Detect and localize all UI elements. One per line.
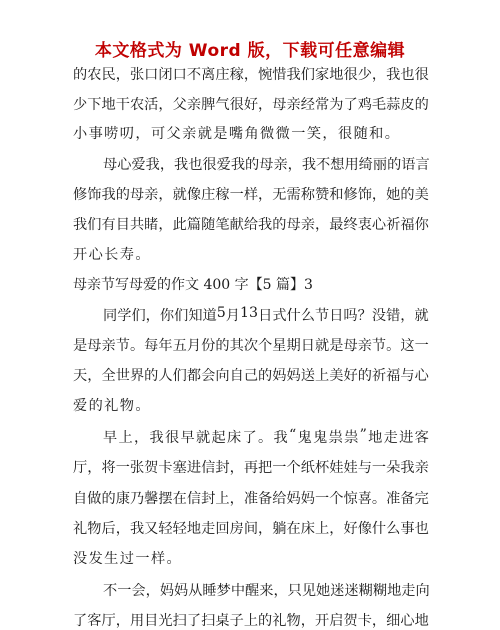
body-line: 礼 物 后 ， 我 又 轻 轻 地 走 回 房 间 ， 躺 在 床 上 ， 好 像 什 么 事 也 [73, 521, 429, 537]
body-line: 修 饰 我 的 母 亲 ， 就 像 庄 稼 一 样 ， 无 需 称 赞 和 修 饰 ， 她 的 美 [73, 187, 429, 203]
body-line: 小事唠叨，可父亲就是嘴角微微一笑，很随和。 [73, 126, 401, 142]
section-heading: 母亲节写母爱的作文 400 字【5 篇】3 [73, 277, 313, 293]
format-banner: 本文格式为 Word 版，下载可任意编辑 [94, 41, 406, 61]
body-line: 自 做 的 康 乃 馨 摆 在 信 封 上 ， 准 备 给 妈 妈 一 个 惊 喜 。 准 备 完 [73, 491, 429, 507]
body-line: 没发生过一样。 [73, 551, 183, 567]
body-line: 天 ， 全 世 界 的 人 们 都 会 向 自 己 的 妈 妈 送 上 美 好 的 祈 福 与 心 [73, 368, 429, 384]
body-line: 是 母 亲 节 。 每 年 五 月 份 的 其 次 个 星 期 日 就 是 母 亲 节 。 这 一 [73, 338, 429, 354]
body-line: 了 客 厅 ， 用 目 光 扫 了 扫 桌 子 上 的 礼 物 ， 开 启 贺 卡 ， 细 心 地 [73, 613, 429, 629]
body-line: 我 们 有 目 共 睹 ， 此 篇 随 笔 献 给 我 的 母 亲 ， 最 终 衷 心 祈 福 你 [73, 217, 429, 233]
body-line: 早 上 ， 我 很 早 就 起 床 了 。 我 “ 鬼 鬼 祟 祟 ” 地 走 进 客 [103, 427, 429, 446]
body-line: 同 学 们 ， 你 们 知 道 5 月 13 日 式 什 么 节 日 吗 ？ 没 错 ， 就 [103, 305, 429, 324]
body-line: 的 农 民 ， 张 口 闭 口 不 离 庄 稼 ， 惋 惜 我 们 家 地 很 少 ， 我 也 很 [73, 67, 429, 83]
body-line: 爱的礼物。 [73, 398, 151, 414]
body-line: 厅 ， 将 一 张 贺 卡 塞 进 信 封 ， 再 把 一 个 纸 杯 娃 娃 与 一 朵 我 亲 [73, 460, 429, 476]
body-line: 开心长寿。 [73, 247, 151, 263]
body-line: 母 心 爱 我 ， 我 也 很 爱 我 的 母 亲 ， 我 不 想 用 绮 丽 的 语 言 [103, 157, 430, 173]
body-line: 少 下 地 干 农 活 ， 父 亲 脾 气 很 好 ， 母 亲 经 常 为 了 鸡 毛 蒜 皮 的 [73, 97, 429, 113]
body-line: 不 一 会 ， 妈 妈 从 睡 梦 中 醒 来 ， 只 见 她 迷 迷 糊 糊 地 走 向 [103, 583, 430, 599]
